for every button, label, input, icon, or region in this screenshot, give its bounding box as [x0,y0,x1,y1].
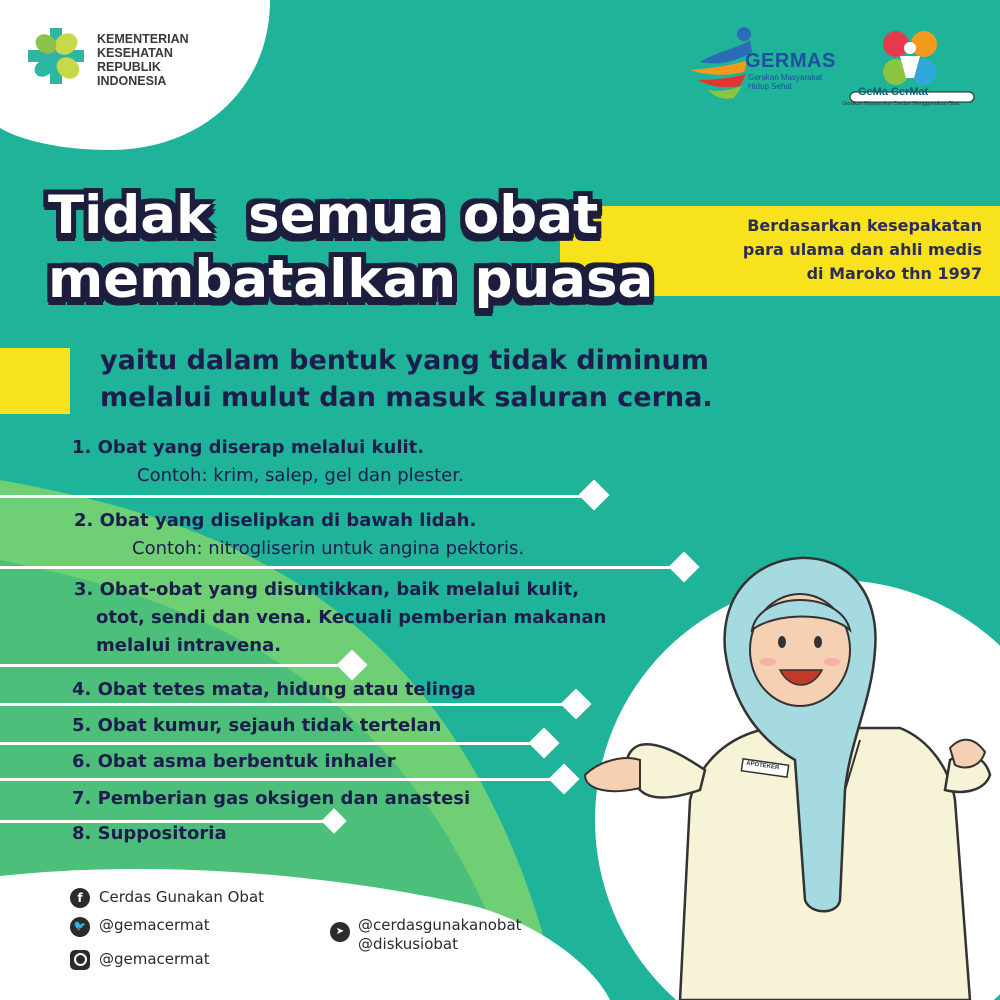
list-item [72,748,396,776]
list-item [74,576,606,660]
kemenkes-line: KEMENTERIAN [97,32,189,46]
separator-line [0,495,598,498]
headline [48,184,653,312]
separator-diamond [668,551,699,582]
telegram-handles[interactable] [358,916,522,954]
sub-heading-line: melalui mulut dan masuk saluran cerna. [100,382,713,413]
item-example: Contoh: nitrogliserin untuk angina pektoris. [132,538,525,559]
list-item [74,507,524,563]
item-title-cont: otot, sendi dan vena. Kecuali pemberian makanan [96,607,607,628]
gema-title: GeMa CerMat [858,86,929,98]
list-item [72,712,441,740]
item-title: 6. Obat asma berbentuk inhaler [72,751,396,772]
item-example: Contoh: krim, salep, gel dan plester. [137,465,464,486]
separator-diamond [578,479,609,510]
facebook-handle[interactable]: Cerdas Gunakan Obat [99,888,265,906]
headline-line-2: membatalkan puasa [48,249,654,310]
separator-line [0,566,686,569]
separator-line [0,742,544,745]
separator-diamond [560,688,591,719]
germas-figure-icon [690,27,752,99]
item-title-cont: melalui intravena. [96,635,282,656]
telegram-icon[interactable]: ➤ [330,922,350,942]
list-item [72,676,476,704]
item-title: 4. Obat tetes mata, hidung atau telinga [72,679,476,700]
kemenkes-line: REPUBLIK [97,60,161,74]
twitter-icon[interactable]: 🐦 [70,917,90,937]
germas-sub-line: Gerakan Masyarakat [748,73,823,82]
twitter-handle[interactable]: @gemacermat [99,916,210,934]
item-title: 8. Suppositoria [72,823,227,844]
item-title: 3. Obat-obat yang disuntikkan, baik melalui kulit, [74,579,580,600]
gema-subtitle: Gerakan Masyarakat Cerdas Menggunakan Obat [842,101,960,107]
item-title: 1. Obat yang diserap melalui kulit. [72,437,425,458]
item-title: 7. Pemberian gas oksigen dan anastesi [72,788,471,809]
side-note-line: Berdasarkan kesepakatan [747,216,982,235]
germas-subtitle [748,73,822,91]
side-note [686,214,982,286]
kemenkes-line: KESEHATAN [97,46,173,60]
item-title: 2. Obat yang diselipkan di bawah lidah. [74,510,477,531]
separator-diamond [528,727,559,758]
list-item [72,785,470,813]
instagram-icon[interactable] [70,950,90,970]
telegram-handle[interactable]: @cerdasgunakanobat [358,916,522,934]
germas-sub-line: Hidup Sehat [748,82,793,91]
germas-title: GERMAS [745,50,836,72]
item-title: 5. Obat kumur, sejauh tidak tertelan [72,715,442,736]
separator-line [0,778,564,781]
side-note-line: para ulama dan ahli medis [742,240,982,259]
side-note-line: di Maroko thn 1997 [806,264,982,283]
instagram-handle[interactable]: @gemacermat [99,950,210,968]
headline-line-1: Tidak semua obat [48,185,599,246]
sub-heading [100,342,713,416]
name-badge-text: APOTEKER [745,760,780,772]
yellow-square [0,348,70,414]
separator-diamond [548,763,579,794]
list-item [72,820,227,848]
telegram-handle[interactable]: @diskusiobat [358,935,458,953]
kemenkes-name [97,32,189,88]
kemenkes-line: INDONESIA [97,74,167,88]
list-item [72,434,464,490]
sub-heading-line: yaitu dalam bentuk yang tidak diminum [100,345,709,376]
separator-line [0,664,352,667]
facebook-icon[interactable]: f [70,888,90,908]
